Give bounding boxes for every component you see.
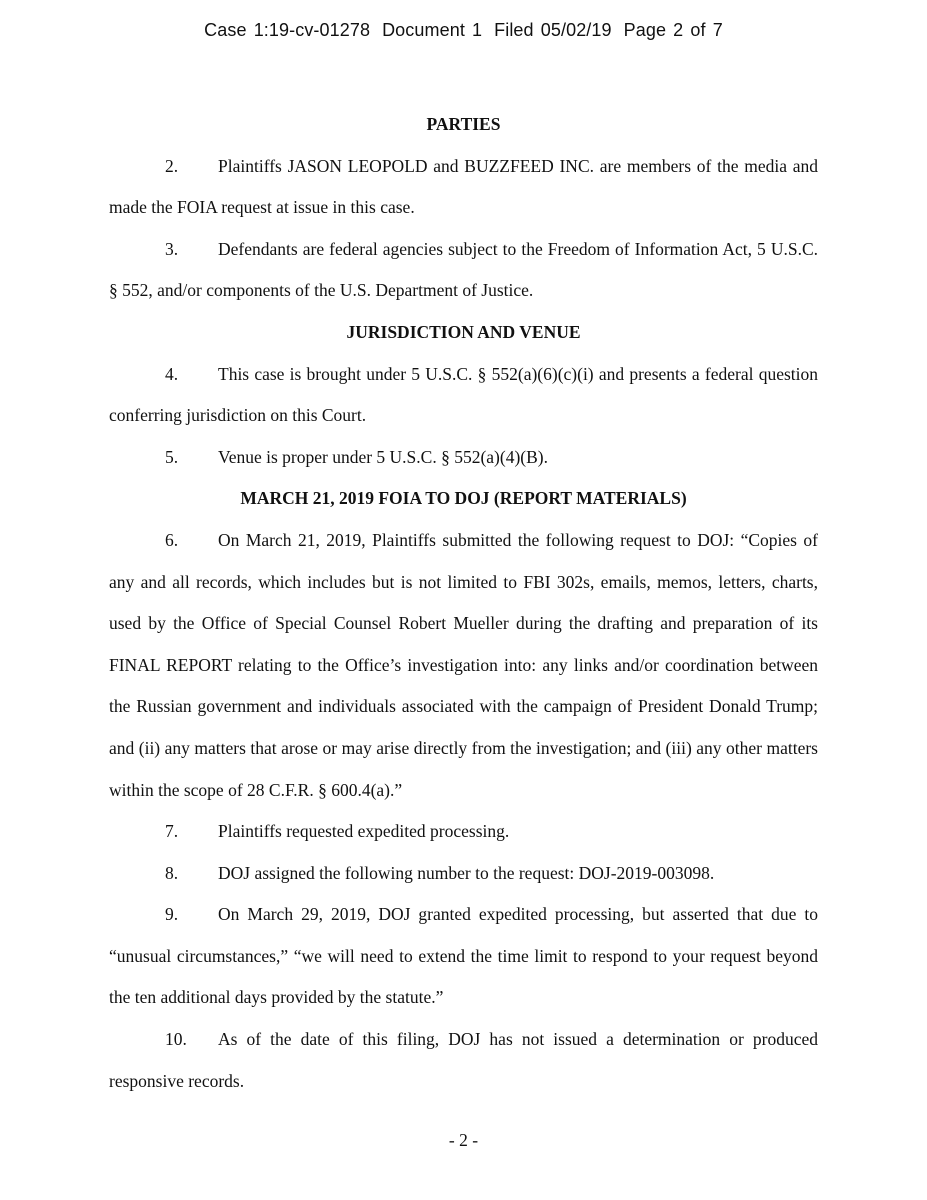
paragraph-number: 6. xyxy=(165,529,179,550)
paragraph-9 xyxy=(109,894,818,1019)
paragraph-text: This case is brought under 5 U.S.C. § 552(a)(6)(c)(i) and presents a federal question conferring jurisdiction on this Court. xyxy=(109,363,818,426)
filed-date: Filed 05/02/19 xyxy=(494,20,612,40)
paragraph-number: 2. xyxy=(165,155,179,176)
paragraph-number: 4. xyxy=(165,363,179,384)
paragraph-8 xyxy=(109,853,818,895)
section-heading-foia: MARCH 21, 2019 FOIA TO DOJ (REPORT MATERIALS) xyxy=(240,488,687,509)
paragraph-2 xyxy=(109,146,818,229)
paragraph-10 xyxy=(109,1019,818,1102)
case-number: Case 1:19-cv-01278 xyxy=(204,20,371,40)
paragraph-text: On March 29, 2019, DOJ granted expedited processing, but asserted that due to “unusual circumstances,” “we will need to extend the time limit to respond to your request beyond the ten additional days provided by the statute.” xyxy=(109,904,818,1008)
paragraph-text: DOJ assigned the following number to the request: DOJ-2019-003098. xyxy=(218,862,715,883)
paragraph-text: Plaintiffs requested expedited processing. xyxy=(218,821,510,842)
paragraph-6 xyxy=(109,520,818,811)
paragraph-number: 7. xyxy=(165,821,179,842)
paragraph-text: Plaintiffs JASON LEOPOLD and BUZZFEED INC. are members of the media and made the FOIA request at issue in this case. xyxy=(109,155,818,218)
paragraph-number: 8. xyxy=(165,862,179,883)
page-indicator: Page 2 of 7 xyxy=(623,20,723,40)
section-heading-parties: PARTIES xyxy=(426,114,501,134)
paragraph-5 xyxy=(109,437,818,479)
paragraph-number: 3. xyxy=(165,238,179,259)
paragraph-number: 5. xyxy=(165,446,179,467)
paragraph-4 xyxy=(109,354,818,437)
document-number: Document 1 xyxy=(382,20,483,40)
paragraph-text: Defendants are federal agencies subject to the Freedom of Information Act, 5 U.S.C. § 552, and/or components of the U.S. Department of Justice. xyxy=(109,238,818,301)
paragraph-text: On March 21, 2019, Plaintiffs submitted the following request to DOJ: “Copies of any and all records, which includes but is not limited to FBI 302s, emails, memos, letters, charts, used by the Office of Special Counsel Robert Mueller during the drafting and preparation of its FINAL REPORT relating to the Office’s investigation into: any links and/or coordination between the Russian government and individuals associated with the campaign of President Donald Trump; and (ii) any matters that arose or may arise directly from the investigation; and (iii) any other matters within the scope of 28 C.F.R. § 600.4(a).” xyxy=(109,529,818,800)
document-body xyxy=(109,104,818,1102)
paragraph-number: 9. xyxy=(165,904,179,925)
paragraph-text: As of the date of this filing, DOJ has not issued a determination or produced responsive records. xyxy=(109,1029,818,1091)
page-number: - 2 - xyxy=(448,1130,479,1150)
case-header xyxy=(0,20,927,41)
section-heading-jurisdiction: JURISDICTION AND VENUE xyxy=(346,321,581,342)
paragraph-7 xyxy=(109,811,818,853)
paragraph-number: 10. xyxy=(165,1029,187,1050)
paragraph-3 xyxy=(109,229,818,312)
paragraph-text: Venue is proper under 5 U.S.C. § 552(a)(4)(B). xyxy=(218,446,548,467)
